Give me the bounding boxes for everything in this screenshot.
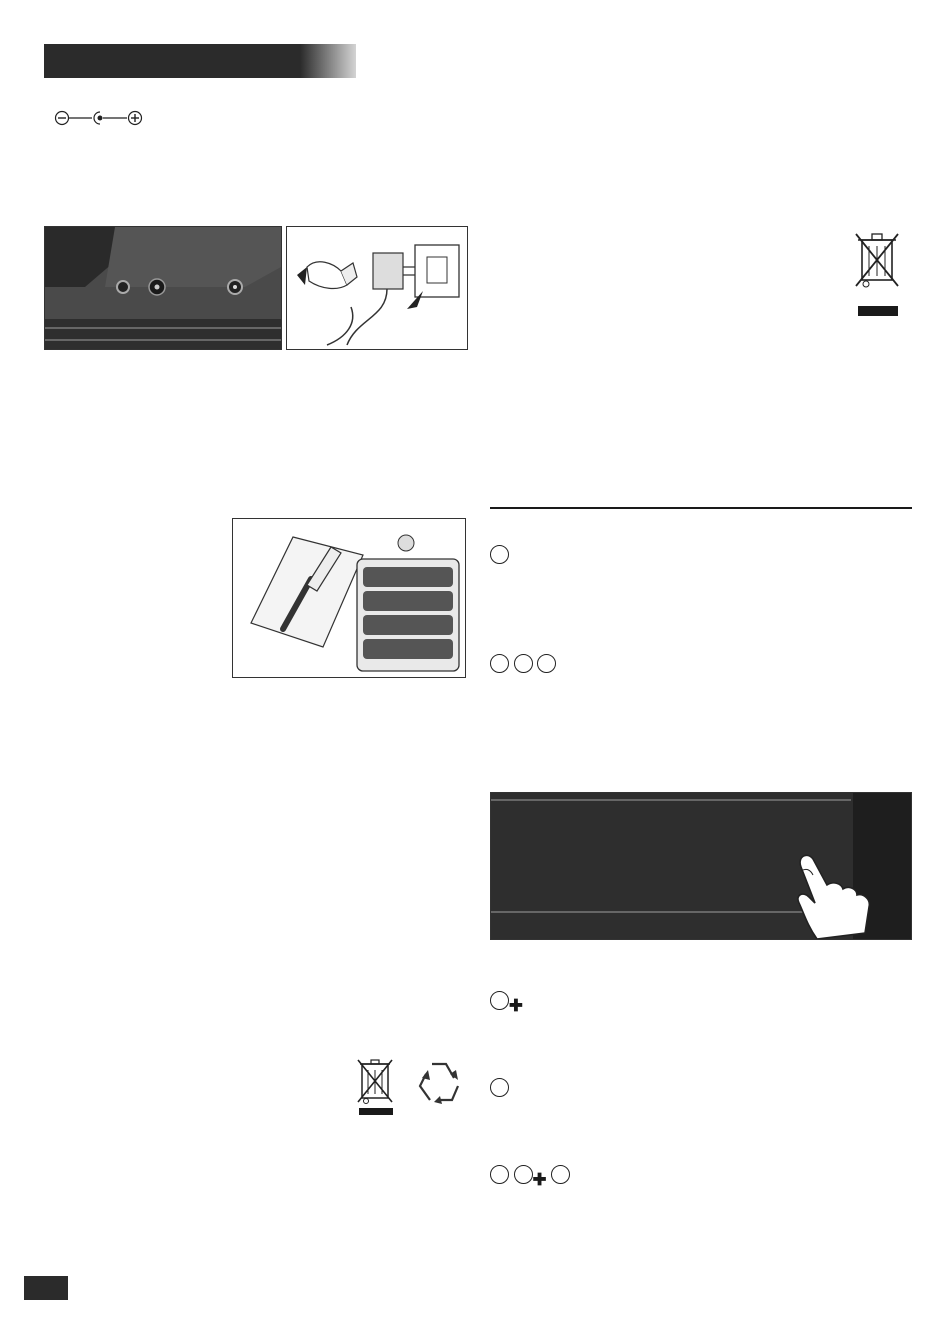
ref-number-9 [490, 654, 509, 673]
weee-icon-spacer [844, 216, 910, 324]
ritme-text [490, 1165, 912, 1192]
ref-number-18 [490, 1165, 509, 1184]
recycle-icon [412, 1058, 466, 1115]
battery-float-spacer [270, 509, 466, 677]
ref-number-14 [551, 1165, 570, 1184]
crossed-bin-icon [356, 1056, 396, 1121]
ref-number-11 [490, 545, 509, 564]
ref-number-2 [490, 991, 509, 1010]
ref-number-1 [514, 1165, 533, 1184]
demo-buttons-photo [490, 792, 912, 940]
demo-text [490, 654, 912, 681]
ref-number-5 [490, 1078, 509, 1097]
page-number [24, 1276, 68, 1300]
section-divider [490, 507, 912, 509]
photo-edge-top [491, 799, 851, 801]
ref-number-14 [537, 654, 556, 673]
klank-text [490, 1078, 912, 1105]
elektrisch-text [490, 216, 910, 324]
weee-bin-icon [844, 216, 910, 320]
polarity-icon [54, 110, 146, 133]
volume-text [490, 991, 912, 1018]
plus-icon: ✚ [509, 997, 523, 1015]
dc-jack-photo [44, 226, 282, 350]
plus-icon: ✚ [532, 1171, 547, 1189]
ref-number-10 [514, 654, 533, 673]
pointing-hand-icon [787, 841, 877, 939]
stroom-net-text [44, 108, 464, 133]
language-banner-fade [300, 44, 360, 78]
stroom-batt-text [44, 509, 466, 677]
adapter-illustration [286, 226, 468, 350]
inuit-text [490, 545, 912, 572]
